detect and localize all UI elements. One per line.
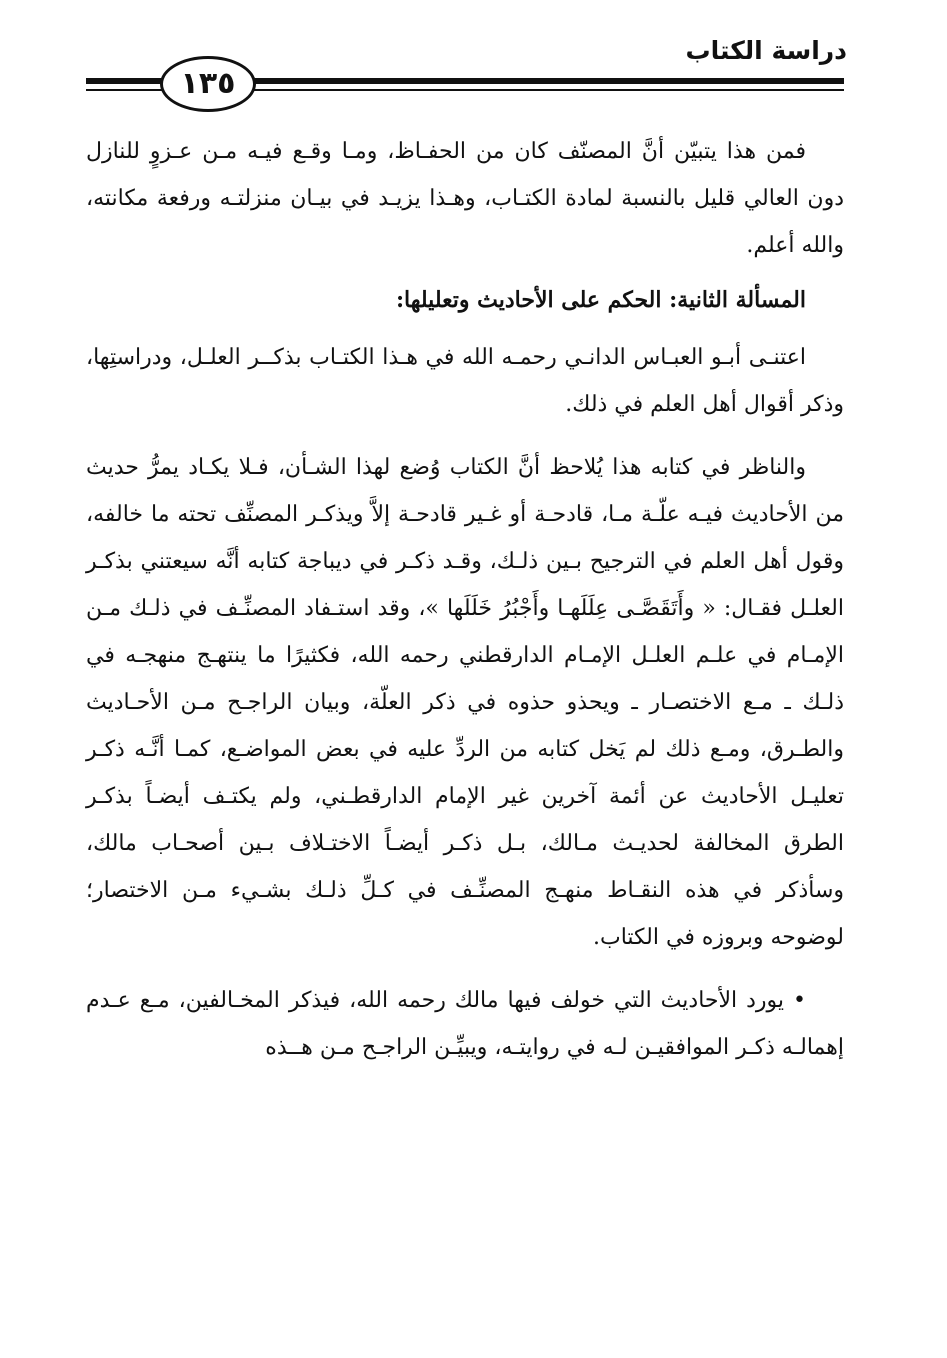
paragraph-intro: فمن هذا يتبيّن أنَّ المصنّف كان من الحفـاظ، ومـا وقـع فيـه مـن عـزوٍ للنازل دون العالي قليل بالنسبة لمادة الكتـاب، وهـذا يزيـد في بيـان منزلتـه ورفعة مكانته، والله أعلم. [86, 139, 844, 258]
bullet-item: • يورد الأحاديث التي خولف فيها مالك رحمه الله، فيذكر المخـالفين، مـع عـدم إهمالـه ذكـر الموافقيـن لـه في روايتـه، ويبيِّـن الراجـح مـن هــذه [86, 988, 844, 1060]
section-heading: المسألة الثانية: الحكم على الأحاديث وتعليلها: [395, 287, 806, 313]
running-header-title: دراسة الكتاب [685, 36, 847, 65]
page-number: ١٣٥ [180, 66, 236, 101]
paragraph-observer: والناظر في كتابه هذا يُلاحظ أنَّ الكتاب وُضع لهذا الشـأن، فـلا يكـاد يمرُّ حديث من الأحاديث فيـه علّـة مـا، قادحـة أو غـير قادحـة إلاَّ ويذكـر المصنِّف تحته ما خالفه، وقول أهل العلم في الترجيح بـين ذلـك، وقـد ذكـر في ديباجة كتابه أنَّه سيعتني بذكـر العلـل فقـال: « وأَتَقَصَّـى عِلَلَهـا وأَجْبُرُ خَلَلَها »، وقد استـفاد المصنِّـف في ذلـك مـن الإمـام في علـم العلـل الإمـام الدارقطني رحمه الله، فكثيرًا ما ينتهـج منهجـه في ذلـك ـ مـع الاختصـار ـ ويحذو حذوه في ذكر العلّة، وبيان الراجـح مـن الأحـاديث والطـرق، ومـع ذلك لم يَخل كتابه من الردِّ عليه في بعض المواضـع، كمـا أنَّـه ذكـر تعليـل الأحاديث عن أئمة آخرين غير الإمام الدارقطـني، ولم يكتـف أيضـاً بذكـر الطرق المخالفة لحديـث مـالك، بـل ذكـر أيضـاً الاختـلاف بـين أصحـاب مالك، وسأذكر في هذه النقـاط منهـج المصنِّـف في كـلِّ ذلـك بشـيء مـن الاختصار؛ لوضوحه وبروزه في الكتاب. [86, 455, 844, 950]
page-body [86, 128, 844, 1071]
page-number-badge [160, 56, 256, 112]
paragraph-care: اعتنـى أبـو العبـاس الدانـي رحمـه الله في هـذا الكتـاب بذكــر العلـل، ودراستِها، وذكر أقوال أهل العلم في ذلك. [86, 345, 844, 417]
